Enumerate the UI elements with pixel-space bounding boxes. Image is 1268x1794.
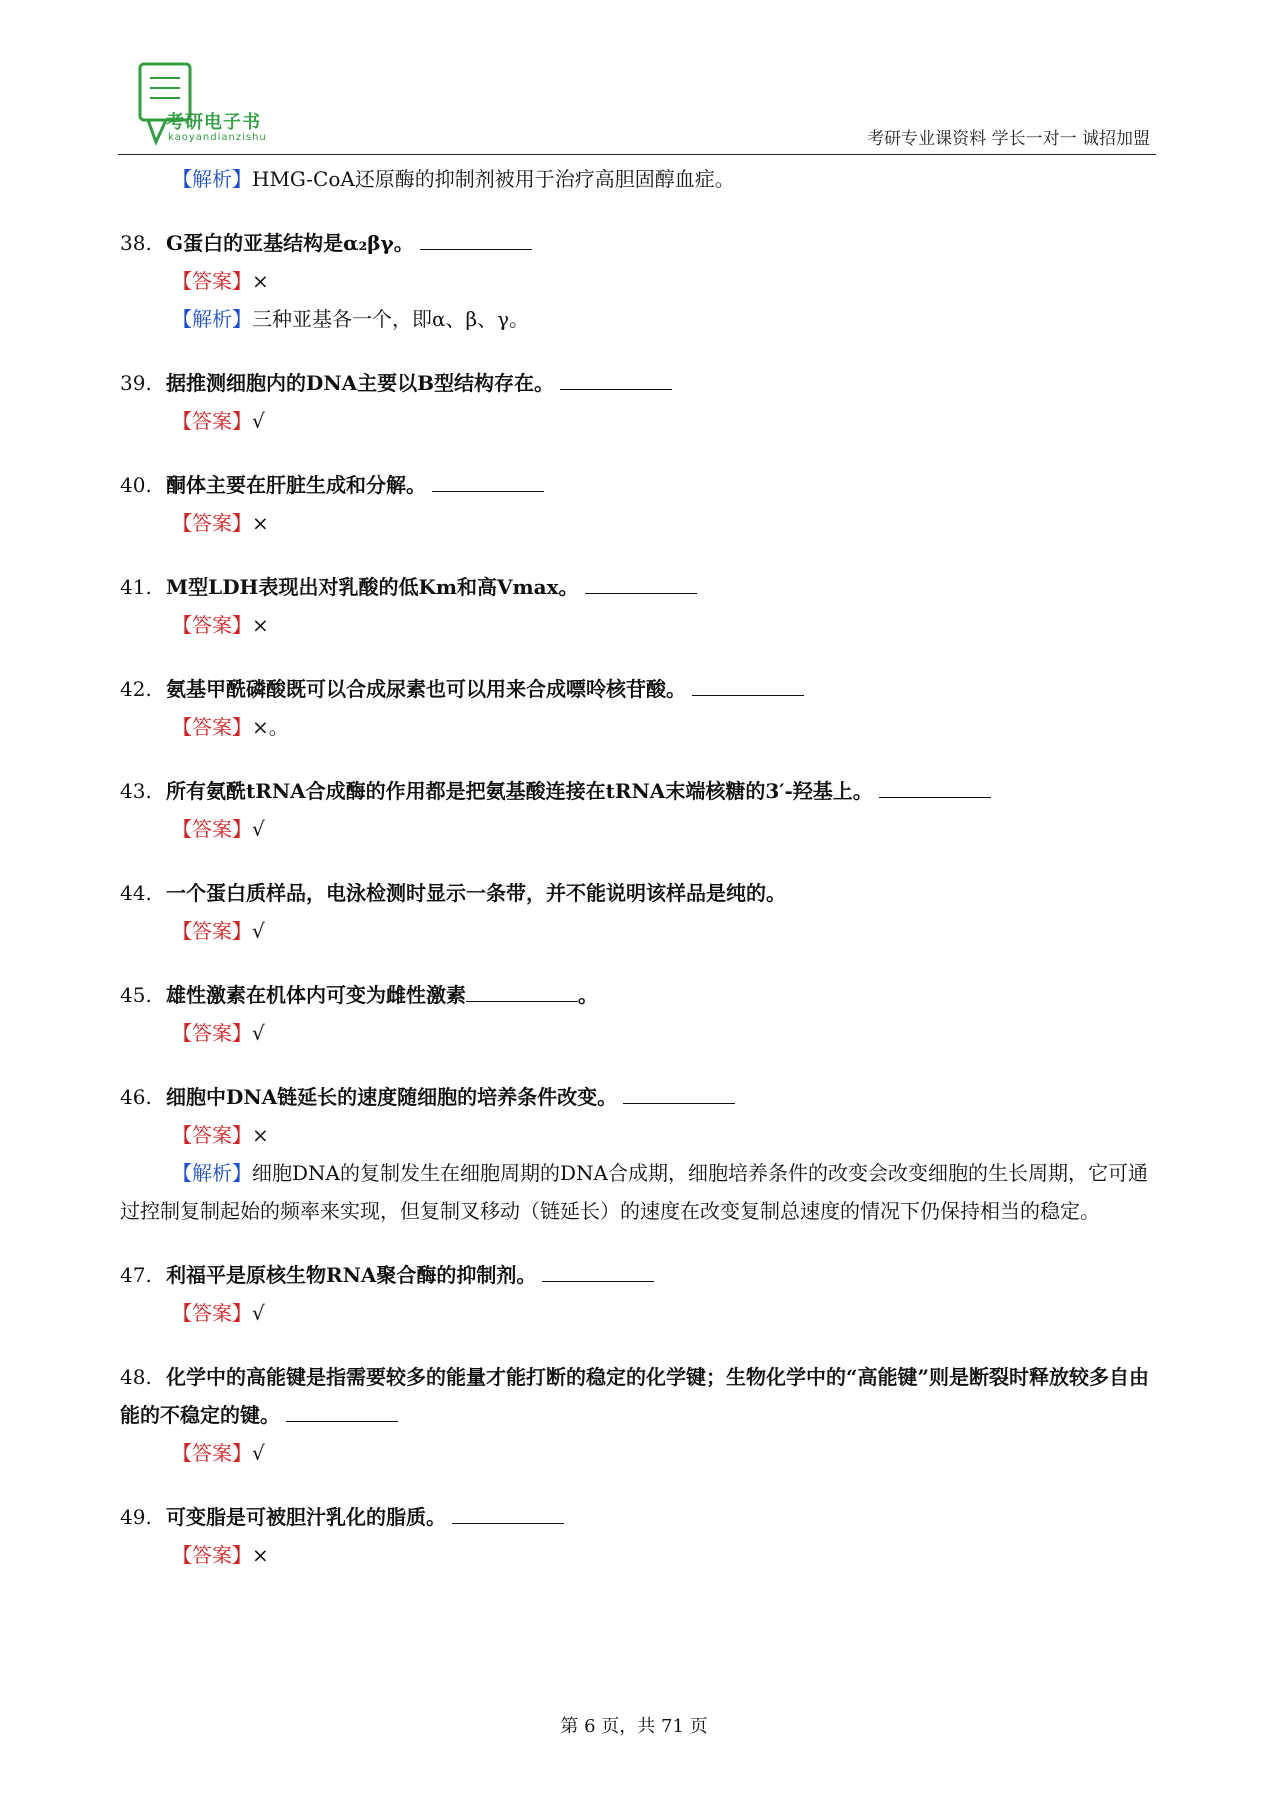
question-item — [120, 1498, 1160, 1574]
answer-label: 【答案】 — [172, 613, 252, 637]
question-item — [120, 1358, 1160, 1472]
question-text: 酮体主要在肝脏生成和分解。 — [166, 473, 426, 497]
question-line — [120, 1498, 1160, 1536]
explanation-line — [120, 300, 1160, 338]
answer-label: 【答案】 — [172, 1301, 252, 1325]
answer-blank — [692, 694, 804, 696]
question-text: 可变脂是可被胆汁乳化的脂质。 — [166, 1505, 446, 1529]
answer-label: 【答案】 — [172, 817, 252, 841]
answer-blank — [432, 490, 544, 492]
answer-label: 【答案】 — [172, 269, 252, 293]
answer-label: 【答案】 — [172, 1543, 252, 1567]
question-line — [120, 1256, 1160, 1294]
answer-label: 【答案】 — [172, 409, 252, 433]
explanation-text: 三种亚基各一个，即α、β、γ。 — [252, 307, 530, 331]
header-divider — [118, 154, 1156, 155]
question-text: M型LDH表现出对乳酸的低Km和高Vmax。 — [166, 575, 579, 599]
question-number: 40. — [120, 473, 152, 497]
question-item — [120, 670, 1160, 746]
question-text: 化学中的高能键是指需要较多的能量才能打断的稳定的化学键；生物化学中的“高能键”则是断裂时释放较多自由能的不稳定的键。 — [120, 1365, 1150, 1427]
question-text: 利福平是原核生物RNA聚合酶的抑制剂。 — [166, 1263, 537, 1287]
answer-line — [120, 262, 1160, 300]
answer-value: × — [252, 1543, 269, 1567]
answer-value: × — [252, 613, 269, 637]
answer-value: × — [252, 1123, 269, 1147]
answer-line — [120, 504, 1160, 542]
question-text: 一个蛋白质样品，电泳检测时显示一条带，并不能说明该样品是纯的。 — [166, 881, 786, 905]
answer-line — [120, 1294, 1160, 1332]
answer-value: √ — [252, 409, 265, 433]
answer-label: 【答案】 — [172, 1123, 252, 1147]
answer-value: √ — [252, 1441, 265, 1465]
question-text: 氨基甲酰磷酸既可以合成尿素也可以用来合成嘌呤核苷酸。 — [166, 677, 686, 701]
question-line — [120, 1358, 1160, 1434]
question-number: 44. — [120, 881, 152, 905]
question-number: 48. — [120, 1365, 152, 1389]
question-number: 43. — [120, 779, 152, 803]
answer-blank — [879, 796, 991, 798]
question-text-end: 。 — [578, 983, 598, 1007]
answer-blank — [420, 248, 532, 250]
answer-value: √ — [252, 817, 265, 841]
question-line — [120, 772, 1160, 810]
answer-value: × — [252, 511, 269, 535]
answer-label: 【答案】 — [172, 715, 252, 739]
answer-value: ×。 — [252, 715, 289, 739]
question-line — [120, 364, 1160, 402]
question-number: 38. — [120, 231, 152, 255]
answer-blank — [623, 1102, 735, 1104]
question-number: 46. — [120, 1085, 152, 1109]
answer-line — [120, 402, 1160, 440]
answer-value: × — [252, 269, 269, 293]
question-number: 47. — [120, 1263, 152, 1287]
question-line — [120, 976, 1160, 1014]
explanation-paragraph — [120, 1154, 1160, 1230]
answer-label: 【答案】 — [172, 919, 252, 943]
explanation-label: 【解析】 — [172, 1161, 252, 1185]
question-text: G蛋白的亚基结构是α₂βγ。 — [166, 231, 414, 255]
question-number: 41. — [120, 575, 152, 599]
question-number: 42. — [120, 677, 152, 701]
answer-blank — [286, 1420, 398, 1422]
question-line — [120, 1078, 1160, 1116]
question-text: 所有氨酰tRNA合成酶的作用都是把氨基酸连接在tRNA末端核糖的3′-羟基上。 — [166, 779, 873, 803]
answer-line — [120, 1434, 1160, 1472]
answer-line — [120, 912, 1160, 950]
question-item — [120, 1256, 1160, 1332]
question-item — [120, 224, 1160, 338]
answer-value: √ — [252, 1021, 265, 1045]
answer-value: √ — [252, 919, 265, 943]
document-body — [120, 158, 1160, 1574]
answer-line — [120, 1536, 1160, 1574]
answer-blank — [452, 1522, 564, 1524]
answer-line — [120, 606, 1160, 644]
question-text: 细胞中DNA链延长的速度随细胞的培养条件改变。 — [166, 1085, 618, 1109]
question-number: 45. — [120, 983, 152, 1007]
question-item — [120, 976, 1160, 1052]
answer-blank — [466, 1000, 578, 1002]
question-item — [120, 568, 1160, 644]
answer-blank — [585, 592, 697, 594]
explanation-label: 【解析】 — [172, 307, 252, 331]
answer-line — [120, 1014, 1160, 1052]
logo-subtext: kaoyandianzishu — [168, 132, 267, 143]
question-text: 据推测细胞内的DNA主要以B型结构存在。 — [166, 371, 555, 395]
page-footer: 第 6 页，共 71 页 — [560, 1716, 708, 1737]
question-item — [120, 772, 1160, 848]
answer-label: 【答案】 — [172, 511, 252, 535]
question-number: 49. — [120, 1505, 152, 1529]
question-item — [120, 874, 1160, 950]
answer-line — [120, 1116, 1160, 1154]
question-number: 39. — [120, 371, 152, 395]
answer-label: 【答案】 — [172, 1021, 252, 1045]
question-text: 雄性激素在机体内可变为雌性激素 — [166, 983, 466, 1007]
explanation-label: 【解析】 — [172, 167, 252, 191]
question-line — [120, 874, 1160, 912]
question-line — [120, 466, 1160, 504]
question-item — [120, 364, 1160, 440]
header-tagline: 考研专业课资料 学长一对一 诚招加盟 — [867, 129, 1150, 149]
question-line — [120, 670, 1160, 708]
explanation-line — [120, 160, 1160, 198]
question-line — [120, 224, 1160, 262]
question-item — [120, 466, 1160, 542]
question-line — [120, 568, 1160, 606]
logo-text: 考研电子书 — [166, 112, 261, 133]
answer-value: √ — [252, 1301, 265, 1325]
answer-line — [120, 810, 1160, 848]
answer-line — [120, 708, 1160, 746]
explanation-text: 细胞DNA的复制发生在细胞周期的DNA合成期，细胞培养条件的改变会改变细胞的生长周期，它可通过控制复制起始的频率来实现，但复制叉移动（链延长）的速度在改变复制总速度的情况下仍保持相当的稳定。 — [120, 1161, 1148, 1223]
answer-label: 【答案】 — [172, 1441, 252, 1465]
question-item — [120, 1078, 1160, 1230]
answer-blank — [560, 388, 672, 390]
answer-blank — [542, 1280, 654, 1282]
explanation-text: HMG-CoA还原酶的抑制剂被用于治疗高胆固醇血症。 — [252, 167, 735, 191]
